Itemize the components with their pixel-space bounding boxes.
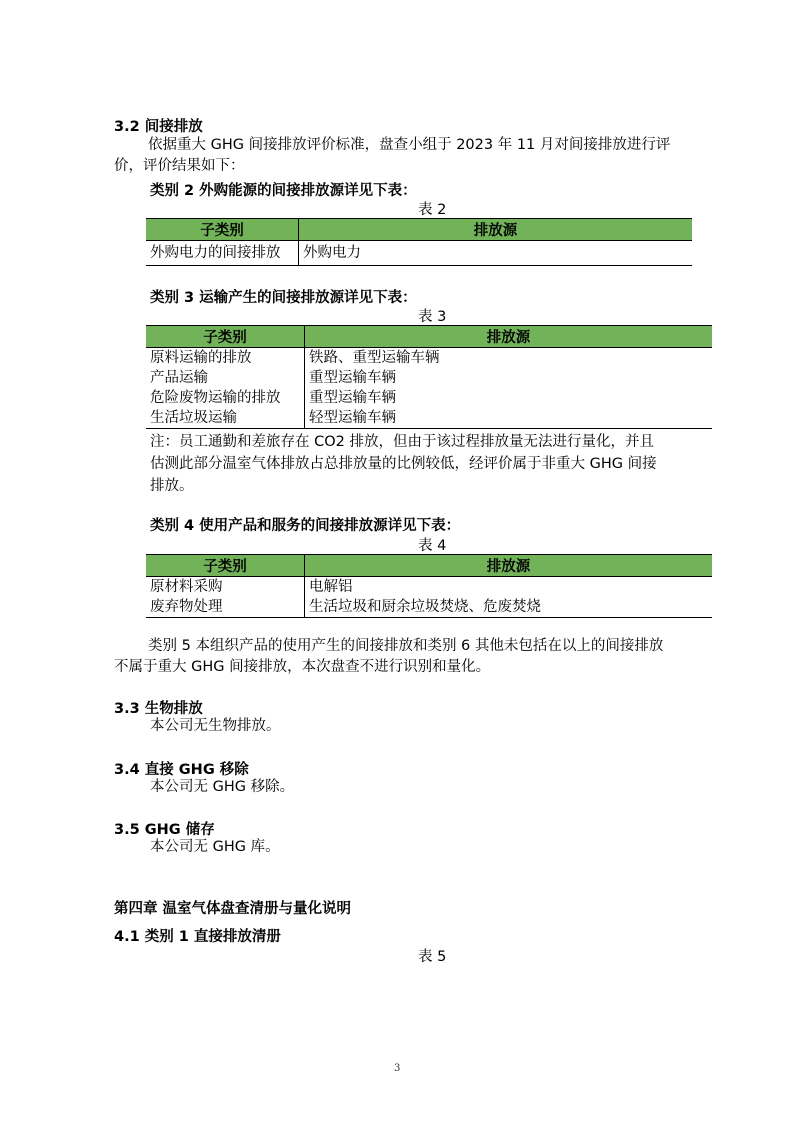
table-header-row: [146, 555, 712, 577]
paragraph-line: 依据重大 GHG 间接排放评价标准，盘查小组于 2023 年 11 月对间接排放进行评: [148, 137, 671, 153]
table-5-caption: 表 5: [418, 949, 447, 965]
table-cell: 生活垃圾运输: [146, 408, 305, 429]
table-row: [146, 577, 712, 598]
table-header-row: [146, 219, 692, 241]
section-heading-3-3: 3.3 生物排放: [114, 701, 203, 717]
table-cell: 危险废物运输的排放: [146, 388, 305, 408]
table-cell: 原料运输的排放: [146, 348, 305, 369]
table-cell: 重型运输车辆: [309, 390, 396, 406]
section-heading-4-1: 4.1 类别 1 直接排放清册: [114, 929, 281, 945]
table-cell: 外购电力的间接排放: [146, 241, 299, 266]
table-row: [146, 348, 712, 369]
table-cell: 电解铝: [309, 579, 353, 595]
table-4-caption: 表 4: [418, 538, 447, 554]
table-header-cell: 排放源: [305, 326, 713, 348]
chapter-heading: 第四章 温室气体盘查清册与量化说明: [114, 901, 352, 917]
section-heading-3-4: 3.4 直接 GHG 移除: [114, 762, 249, 778]
table-row: [146, 597, 712, 618]
table-note-line: 排放。: [150, 478, 194, 494]
table-note-line: 注：员工通勤和差旅存在 CO2 排放，但由于该过程排放量无法进行量化，并且: [150, 434, 654, 450]
table-header-cell: 子类别: [146, 326, 305, 348]
section-text: 本公司无生物排放。: [150, 718, 281, 734]
table-2-caption: 表 2: [418, 202, 447, 218]
table-cell: 原材料采购: [146, 577, 305, 598]
table-4: [146, 554, 712, 618]
table-row: [146, 368, 712, 388]
table-note-line: 估测此部分温室气体排放占总排放量的比例较低，经评价属于非重大 GHG 间接: [150, 456, 657, 472]
page-number: 3: [394, 1063, 401, 1074]
section-text: 本公司无 GHG 库。: [150, 839, 280, 855]
category-3-heading: 类别 3 运输产生的间接排放源详见下表：: [150, 290, 417, 306]
table-header-cell: 子类别: [146, 555, 305, 577]
category-2-heading: 类别 2 外购能源的间接排放源详见下表：: [150, 183, 417, 199]
table-cell: 外购电力: [299, 241, 693, 266]
section-heading-3-5: 3.5 GHG 储存: [114, 822, 215, 838]
table-header-row: [146, 326, 712, 348]
table-cell: 轻型运输车辆: [305, 408, 713, 429]
table-3: [146, 325, 712, 429]
paragraph-line: 价，评价结果如下：: [114, 158, 245, 174]
table-cell: 生活垃圾和厨余垃圾焚烧、危废焚烧: [305, 597, 713, 618]
table-cell: 产品运输: [146, 368, 305, 388]
table-3-caption: 表 3: [418, 309, 447, 325]
table-row: [146, 388, 712, 408]
table-cell: 重型运输车辆: [309, 370, 396, 386]
table-cell: 铁路、重型运输车辆: [309, 350, 440, 366]
section-text: 本公司无 GHG 移除。: [150, 779, 295, 795]
category-4-heading: 类别 4 使用产品和服务的间接排放源详见下表：: [150, 518, 461, 534]
table-header-cell: 排放源: [305, 555, 713, 577]
table-row: [146, 241, 692, 266]
table-cell: 废弃物处理: [146, 597, 305, 618]
table-header-cell: 排放源: [299, 219, 693, 241]
section-heading-3-2: 3.2 间接排放: [114, 119, 203, 135]
table-header-cell: 子类别: [146, 219, 299, 241]
table-row: [146, 408, 712, 429]
paragraph-line: 类别 5 本组织产品的使用产生的间接排放和类别 6 其他未包括在以上的间接排放: [148, 638, 664, 654]
paragraph-line: 不属于重大 GHG 间接排放，本次盘查不进行识别和量化。: [114, 659, 491, 675]
table-2: [146, 218, 692, 266]
